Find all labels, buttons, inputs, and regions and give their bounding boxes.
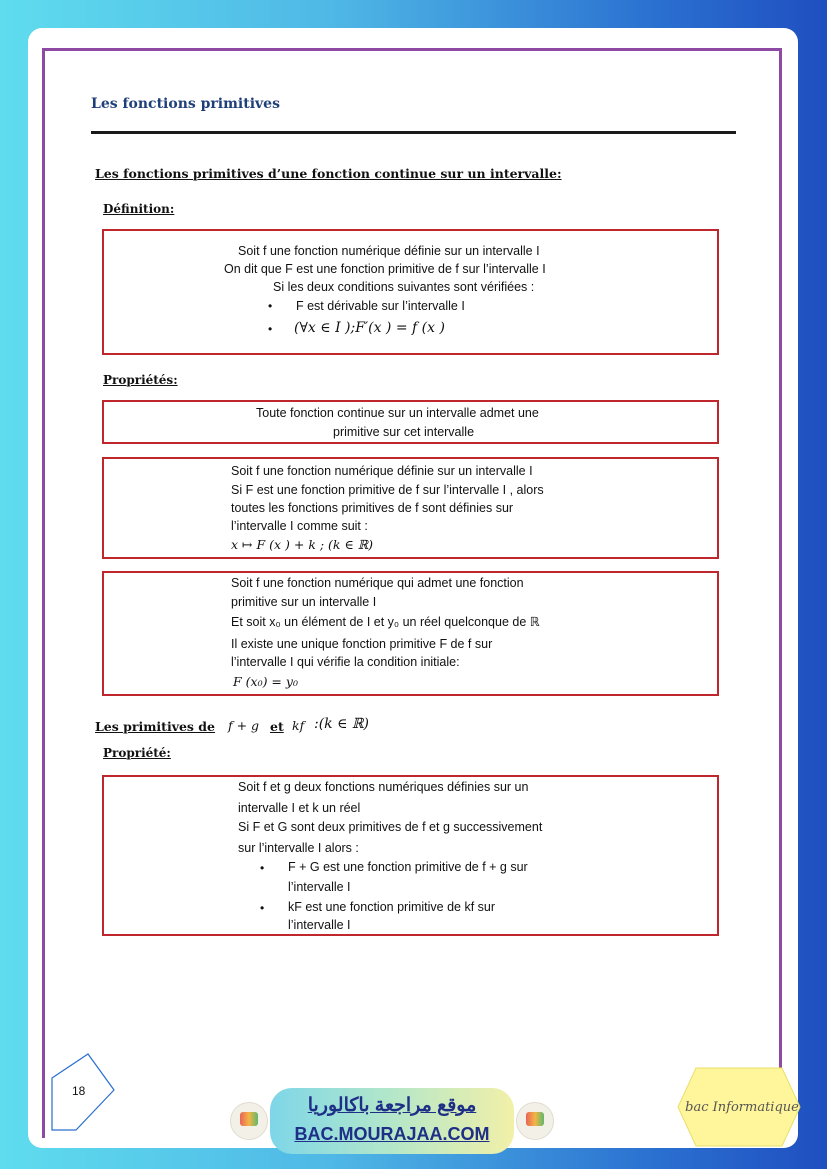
definition-bullet-1: F est dérivable sur l’intervalle I [296, 299, 465, 313]
sum-line-3: Si F et G sont deux primitives de f et g successivement [238, 820, 543, 834]
banner-arabic-text[interactable]: موقع مراجعة باكالوريا [307, 1095, 477, 1116]
property-2-line-4: l’intervalle I comme suit : [231, 519, 368, 533]
section-2-heading-kf: kf [292, 718, 305, 733]
property-3-line-2: primitive sur un intervalle I [231, 595, 377, 609]
property-2-line-3: toutes les fonctions primitives de f sont définies sur [231, 501, 514, 515]
sum-line-1: Soit f et g deux fonctions numériques définies sur un [238, 780, 529, 794]
property-label: Propriété: [103, 746, 171, 760]
title-rule [91, 131, 736, 134]
property-3-line-1: Soit f une fonction numérique qui admet une fonction [231, 576, 524, 590]
bullet-icon: • [260, 861, 265, 875]
property-2-line-1: Soit f une fonction numérique définie sur un intervalle I [231, 464, 533, 478]
properties-label: Propriétés: [103, 373, 178, 387]
definition-line-1: Soit f une fonction numérique définie sur un intervalle I [238, 244, 540, 258]
page-number: 18 [72, 1084, 86, 1098]
definition-line-3: Si les deux conditions suivantes sont vérifiées : [273, 280, 535, 294]
section-2-heading: Les primitives de [95, 719, 216, 734]
sum-line-4: sur l’intervalle I alors : [238, 841, 359, 855]
definition-bullet-2: (∀x ∈ I );F′(x ) = f (x ) [294, 320, 445, 336]
property-1-line-2: primitive sur cet intervalle [333, 425, 475, 439]
bullet-icon: • [260, 901, 265, 915]
bullet-icon: • [268, 299, 273, 313]
definition-line-2: On dit que F est une fonction primitive de f sur l’intervalle I [224, 262, 546, 276]
bullet-icon: • [268, 322, 273, 336]
section-heading: Les fonctions primitives d’une fonction continue sur un intervalle: [95, 166, 562, 181]
site-logo-icon [230, 1102, 268, 1140]
sum-bullet-2: kF est une fonction primitive de kf sur [288, 900, 496, 914]
section-2-heading-k: :(k ∈ ℝ) [314, 716, 370, 732]
section-2-heading-fg: f + g [228, 718, 260, 733]
property-3-formula: F (x₀) = y₀ [233, 674, 298, 689]
banner-url[interactable]: BAC.MOURAJAA.COM [294, 1124, 490, 1144]
sum-bullet-1-cont: l’intervalle I [288, 880, 351, 894]
page-title: Les fonctions primitives [91, 96, 280, 112]
property-2-formula: x ↦ F (x ) + k ; (k ∈ ℝ) [231, 537, 373, 552]
section-2-heading-et: et [270, 719, 284, 734]
badge-label: bac Informatique [685, 1100, 799, 1115]
site-logo-icon [516, 1102, 554, 1140]
property-3-line-5: l’intervalle I qui vérifie la condition initiale: [231, 655, 460, 669]
property-3-line-3: Et soit x₀ un élément de I et y₀ un réel quelconque de ℝ [231, 615, 540, 629]
property-3-line-4: Il existe une unique fonction primitive F de f sur [231, 637, 493, 651]
definition-label: Définition: [103, 202, 175, 216]
property-1-line-1: Toute fonction continue sur un intervalle admet une [256, 406, 539, 420]
sum-bullet-2-cont: l’intervalle I [288, 918, 351, 932]
sum-line-2: intervalle I et k un réel [238, 801, 361, 815]
property-2-line-2: Si F est une fonction primitive de f sur l’intervalle I , alors [231, 483, 544, 497]
sum-bullet-1: F + G est une fonction primitive de f + g sur [288, 860, 528, 874]
